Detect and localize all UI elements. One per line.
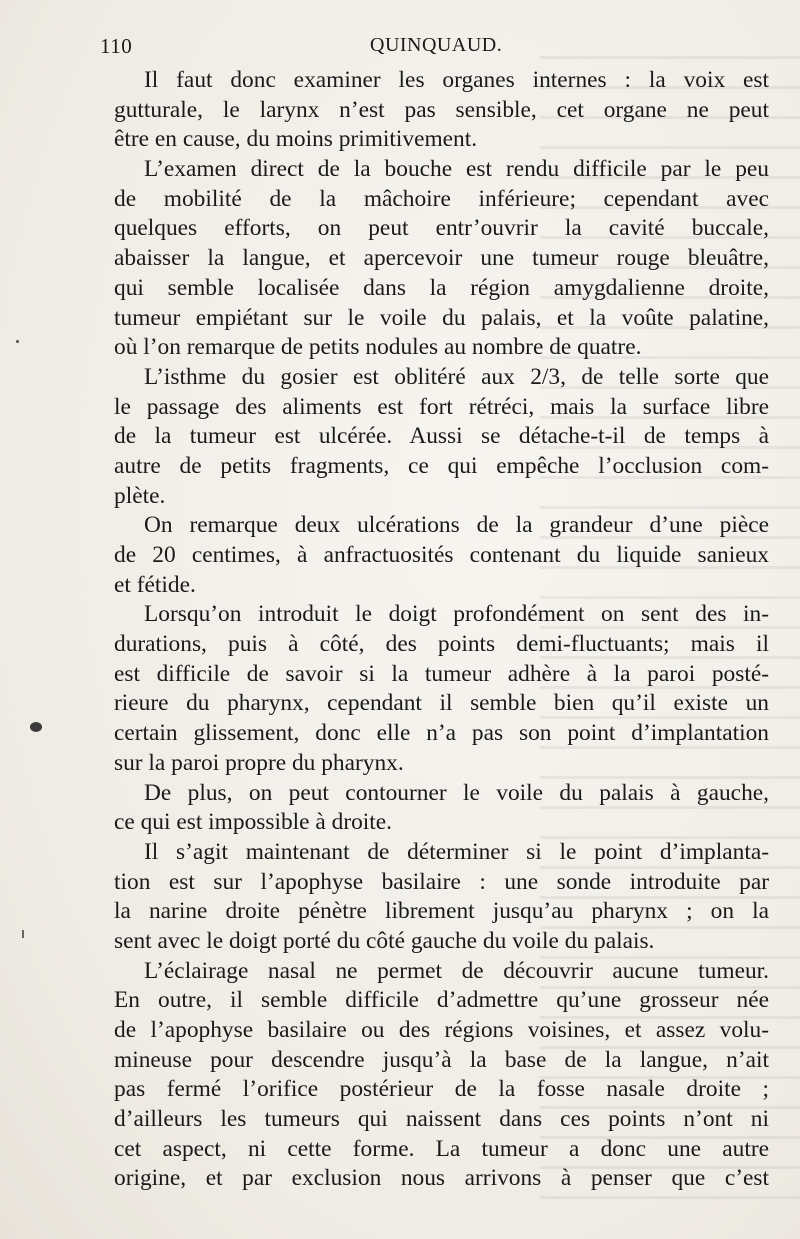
text-line: tumeur empiétant sur le voile du palais, et la voûte palatine, [114, 304, 769, 331]
text-line: la narine droite pénètre librement jusqu’au pharynx ; on la [114, 898, 769, 925]
margin-mark [22, 930, 24, 938]
text-line: Il s’agit maintenant de déterminer si le point d’implanta- [144, 838, 769, 865]
text-line: En outre, il semble difficile d’admettre qu’une grosseur née [114, 987, 769, 1014]
page-number: 110 [100, 34, 133, 58]
text-line: mineuse pour descendre jusqu’à la base de la langue, n’ait [114, 1046, 769, 1073]
text-line: et fétide. [114, 571, 196, 598]
text-line: est difficile de savoir si la tumeur adhère à la paroi posté- [114, 660, 769, 687]
text-line: L’examen direct de la bouche est rendu difficile par le peu [144, 156, 769, 183]
text-line: ce qui est impossible à droite. [114, 809, 393, 836]
text-line: tion est sur l’apophyse basilaire : une sonde introduite par [114, 868, 769, 895]
running-head: QUINQUAUD. [370, 34, 503, 56]
text-line: de mobilité de la mâchoire inférieure; cependant avec [114, 185, 769, 212]
text-line: sur la paroi propre du pharynx. [114, 749, 404, 776]
text-line: d’ailleurs les tumeurs qui naissent dans ces points n’ont ni [114, 1106, 769, 1133]
text-line: être en cause, du moins primitivement. [114, 126, 478, 153]
text-line: Lorsqu’on introduit le doigt profondément on sent des in- [144, 601, 769, 628]
text-line: cet aspect, ni cette forme. La tumeur a donc une autre [114, 1135, 769, 1162]
text-line: rieure du pharynx, cependant il semble bien qu’il existe un [114, 690, 769, 717]
text-line: le passage des aliments est fort rétréci, mais la surface libre [114, 393, 769, 420]
text-line: origine, et par exclusion nous arrivons à penser que c’est [114, 1165, 769, 1192]
text-line: durations, puis à côté, des points demi-fluctuants; mais il [114, 631, 769, 658]
text-line: de l’apophyse basilaire ou des régions voisines, et assez volu- [114, 1017, 769, 1043]
text-line: Il faut donc examiner les organes internes : la voix est [144, 67, 769, 93]
text-line: On remarque deux ulcérations de la grandeur d’une pièce [144, 512, 769, 539]
text-line: L’isthme du gosier est oblitéré aux 2/3, de telle sorte que [144, 363, 769, 390]
text-line: quelques efforts, on peut entr’ouvrir la cavité buccale, [114, 215, 769, 242]
dust-speck [16, 340, 19, 343]
text-line: où l’on remarque de petits nodules au nombre de quatre. [114, 334, 642, 361]
text-line: L’éclairage nasal ne permet de découvrir aucune tumeur. [144, 957, 769, 984]
text-line: qui semble localisée dans la région amygdalienne droite, [114, 274, 769, 301]
text-line: plète. [114, 482, 166, 509]
body-text [114, 66, 769, 1194]
text-line: certain glissement, donc elle n’a pas son point d’implantation [114, 720, 769, 747]
text-line: abaisser la langue, et apercevoir une tumeur rouge bleuâtre, [114, 245, 769, 272]
text-line: autre de petits fragments, ce qui empêche l’occlusion com- [114, 452, 769, 479]
text-line: pas fermé l’orifice postérieur de la fosse nasale droite ; [114, 1076, 769, 1103]
text-line: De plus, on peut contourner le voile du palais à gauche, [144, 779, 769, 806]
page-header [100, 34, 700, 64]
ink-blot [30, 722, 42, 732]
text-line: gutturale, le larynx n’est pas sensible, cet organe ne peut [114, 96, 769, 123]
text-line: de 20 centimes, à anfractuosités contenant du liquide sanieux [114, 542, 769, 568]
text-line: de la tumeur est ulcérée. Aussi se détache-t-il de temps à [114, 423, 769, 450]
text-line: sent avec le doigt porté du côté gauche du voile du palais. [114, 927, 655, 954]
